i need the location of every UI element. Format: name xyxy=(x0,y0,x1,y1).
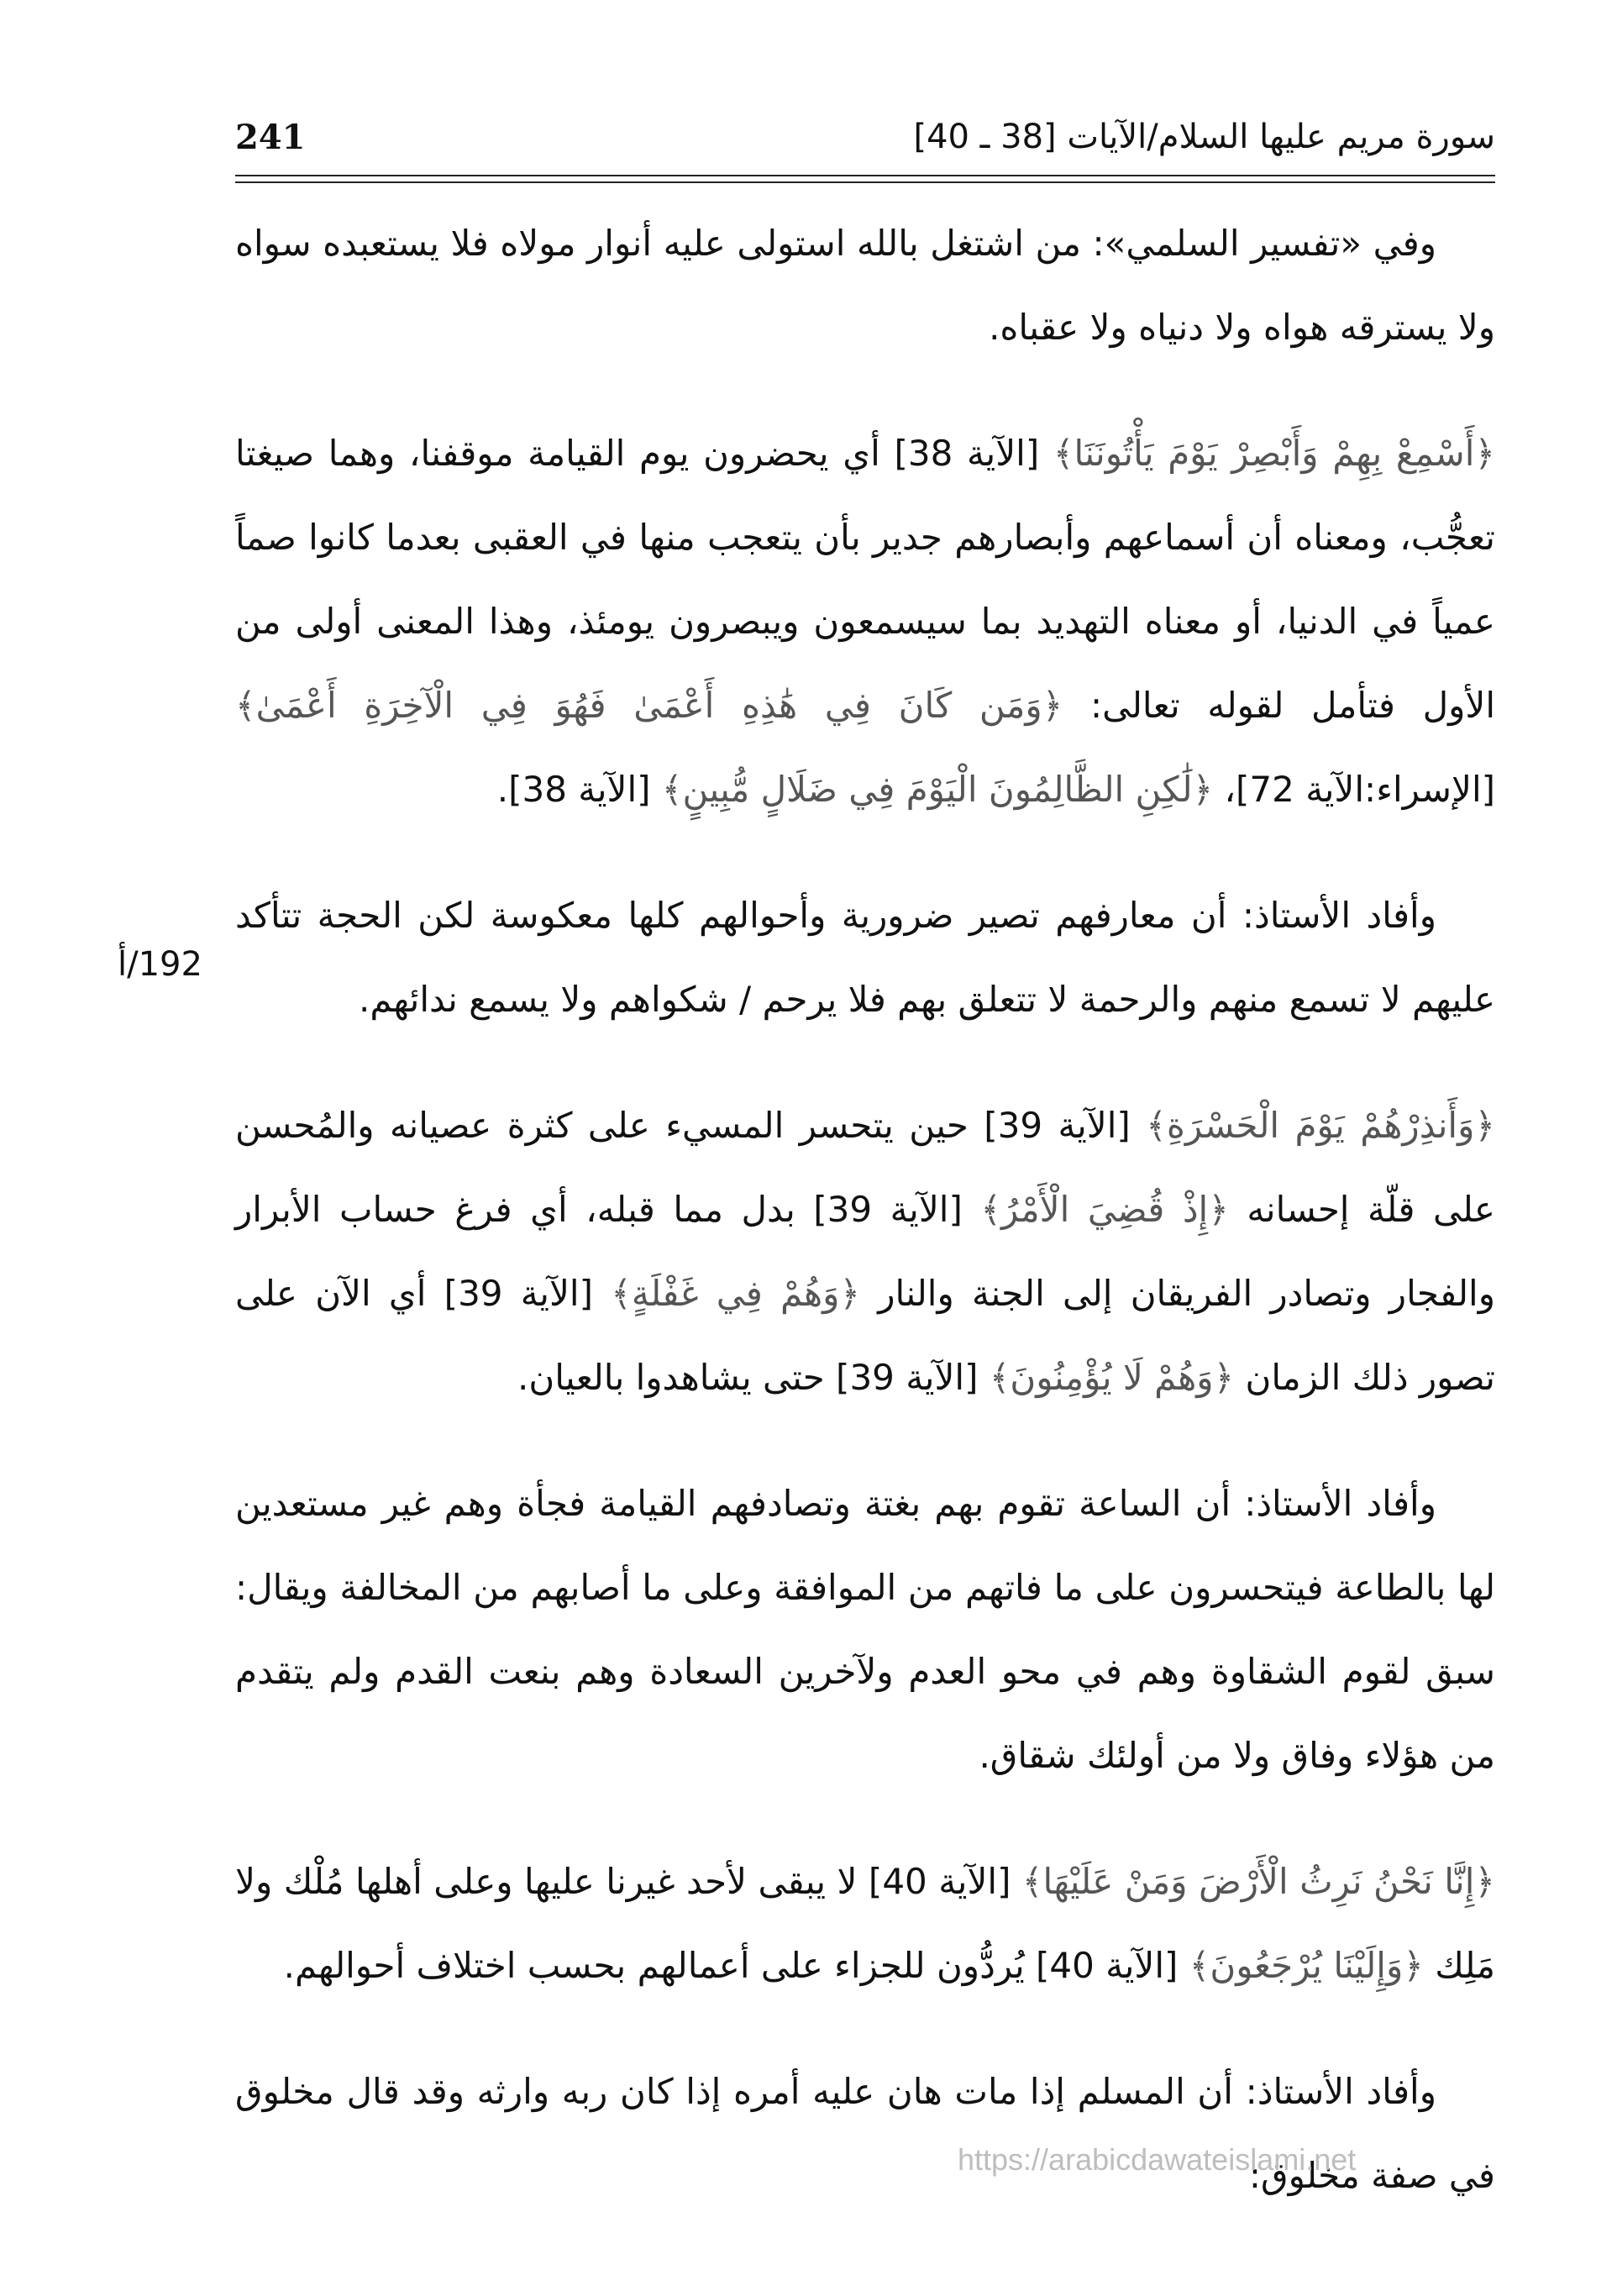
quran-verse: ﴿وَهُمْ فِي غَفْلَةٍ﴾ xyxy=(611,1273,861,1314)
quran-verse: ﴿وَإِلَيْنَا يُرْجَعُونَ﴾ xyxy=(1189,1945,1424,1986)
paragraph-text: [الآية 39] بدل مما قبله، أي فرغ حساب الأبرار والفجار وتصادر الفريقان إلى الجنة والنار xyxy=(235,1189,1495,1314)
header-rule-bottom xyxy=(235,181,1495,183)
manuscript-folio-note: 192/أ xyxy=(118,945,202,984)
paragraph-text: [الإسراء:الآية 72]، xyxy=(1213,769,1495,810)
watermark-url: https://arabicdawateislami.net xyxy=(958,2142,1357,2177)
paragraph-text: وأفاد الأستاذ: أن معارفهم تصير ضرورية وأحوالهم كلها معكوسة لكن الحجة تتأكد عليهم لا تسمع منهم والرحمة لا تتعلق بهم فلا يرحم / شكواهم ولا يسمع ندائهم. xyxy=(235,895,1495,1020)
page-header xyxy=(235,118,1495,168)
paragraph-5 xyxy=(235,1462,1495,1798)
paragraph-text: [الآية 38] أي يحضرون يوم القيامة موقفنا، وهما صيغتا تعجُّب، ومعناه أن أسماعهم وأبصارهم جدير بأن يتعجب منها في العقبى بعدما كانوا صماً عمياً في الدنيا، أو معناه التهديد بما سيسمعون ويبصرون يومئذ، وهذا المعنى أولى من الأول فتأمل لقوله تعالى: xyxy=(235,433,1495,726)
quran-verse: ﴿لَٰكِنِ الظَّالِمُونَ الْيَوْمَ فِي ضَلَالٍ مُّبِينٍ﴾ xyxy=(661,769,1214,810)
quran-verse: ﴿أَسْمِعْ بِهِمْ وَأَبْصِرْ يَوْمَ يَأْتُونَنَا﴾ xyxy=(1053,433,1495,474)
paragraph-text: [الآية 39] أي الآن على تصور ذلك الزمان xyxy=(235,1273,1495,1398)
paragraph-2 xyxy=(235,412,1495,832)
paragraph-6 xyxy=(235,1840,1495,2008)
paragraph-3 xyxy=(235,874,1495,1042)
quran-verse: ﴿وَمَن كَانَ فِي هَٰذِهِ أَعْمَىٰ فَهُوَ فِي الْآخِرَةِ أَعْمَىٰ﴾ xyxy=(235,685,1063,726)
quran-verse: ﴿إِذْ قُضِيَ الْأَمْرُ﴾ xyxy=(980,1189,1229,1230)
paragraph-text: [الآية 38]. xyxy=(496,769,662,810)
quran-verse: ﴿وَهُمْ لَا يُؤْمِنُونَ﴾ xyxy=(989,1357,1235,1398)
quran-verse: ﴿إِنَّا نَحْنُ نَرِثُ الْأَرْضَ وَمَنْ عَلَيْهَا﴾ xyxy=(1021,1861,1495,1902)
paragraph-text: [الآية 40] لا يبقى لأحد غيرنا عليها وعلى أهلها مُلْك ولا مَلِك xyxy=(235,1861,1495,1986)
paragraph-1 xyxy=(235,202,1495,370)
paragraph-text: [الآية 39] حين يتحسر المسيء على كثرة عصيانه والمُحسن على قلّة إحسانه xyxy=(235,1105,1495,1230)
paragraph-4 xyxy=(235,1084,1495,1420)
quran-verse: ﴿وَأَنذِرْهُمْ يَوْمَ الْحَسْرَةِ﴾ xyxy=(1146,1105,1495,1146)
paragraph-text: وفي «تفسير السلمي»: من اشتغل بالله استولى عليه أنوار مولاه فلا يستعبده سواه ولا يسترقه هواه ولا دنياه ولا عقباه. xyxy=(235,223,1495,348)
paragraph-text: [الآية 40] يُردُّون للجزاء على أعمالهم بحسب اختلاف أحوالهم. xyxy=(283,1945,1189,1986)
paragraph-text: وأفاد الأستاذ: أن المسلم إذا مات هان عليه أمره إذا كان ربه وارثه وقد قال مخلوق في صفة مخلوق: xyxy=(235,2071,1495,2196)
body-text xyxy=(235,202,1495,2260)
running-head: سورة مريم عليها السلام/الآيات [38 ـ 40] xyxy=(913,118,1495,156)
page-number: 241 xyxy=(235,118,306,157)
paragraph-7 xyxy=(235,2050,1495,2218)
paragraph-text: [الآية 39] حتى يشاهدوا بالعيان. xyxy=(517,1357,990,1398)
header-rule-top xyxy=(235,175,1495,176)
paragraph-text: وأفاد الأستاذ: أن الساعة تقوم بهم بغتة وتصادفهم القيامة فجأة وهم غير مستعدين لها بالطاعة فيتحسرون على ما فاتهم من الموافقة وعلى ما أصابهم من المخالفة ويقال: سبق لقوم الشقاوة وهم في محو العدم ولآخرين السعادة وهم بنعت القدم ولم يتقدم من هؤلاء وفاق ولا من أولئك شقاق. xyxy=(235,1483,1495,1776)
